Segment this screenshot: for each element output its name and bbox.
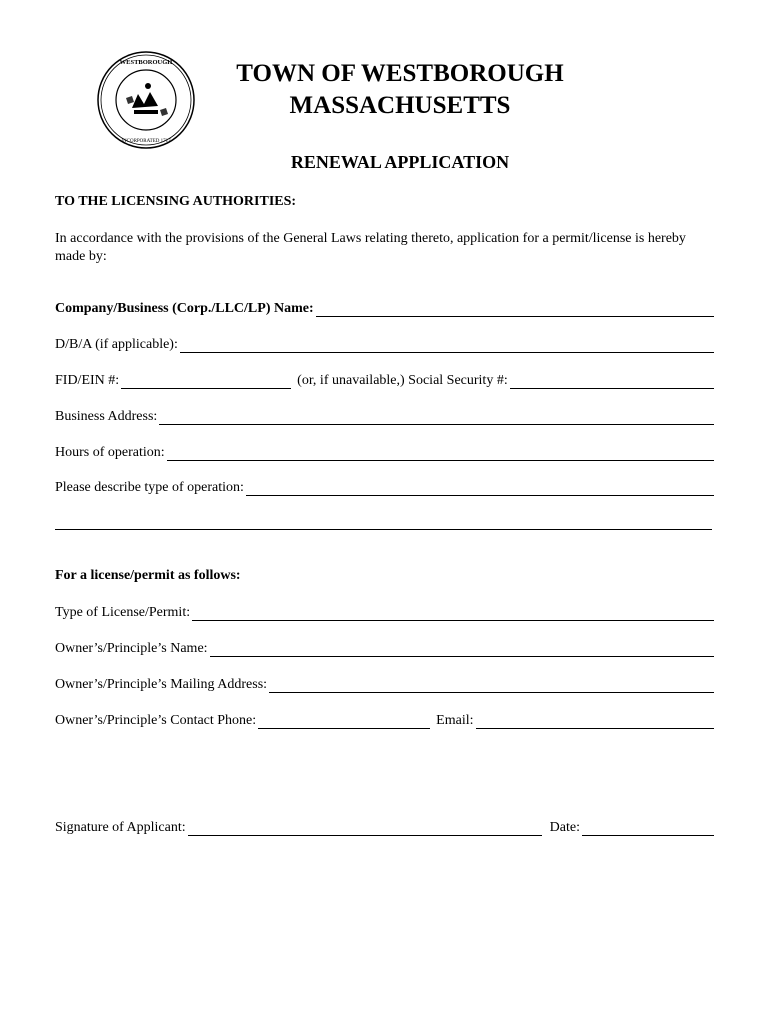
signature-field[interactable] xyxy=(188,821,542,836)
fid-label: FID/EIN #: xyxy=(55,373,120,388)
svg-text:INCORPORATED 1717: INCORPORATED 1717 xyxy=(121,139,171,144)
company-name-label: Company/Business (Corp./LLC/LP) Name: xyxy=(55,301,314,316)
owner-name-label: Owner’s/Principle’s Name: xyxy=(55,641,208,656)
addressee: TO THE LICENSING AUTHORITIES: xyxy=(55,194,297,209)
owner-phone-label: Owner’s/Principle’s Contact Phone: xyxy=(55,713,257,728)
title-state: MASSACHUSETTS xyxy=(289,92,511,119)
owner-mailing-label: Owner’s/Principle’s Mailing Address: xyxy=(55,677,268,692)
intro-paragraph: In accordance with the provisions of the General Laws relating thereto, application for a permit/license is hereby made by: xyxy=(55,231,686,264)
company-name-field[interactable] xyxy=(316,302,714,317)
company-name-row xyxy=(55,299,714,317)
dba-label: D/B/A (if applicable): xyxy=(55,337,178,352)
hours-label: Hours of operation: xyxy=(55,445,165,460)
dba-row xyxy=(55,335,714,353)
address-row xyxy=(55,407,714,425)
business-address-label: Business Address: xyxy=(55,409,158,424)
ssn-label: (or, if unavailable,) Social Security #: xyxy=(297,373,508,388)
license-heading: For a license/permit as follows: xyxy=(55,568,241,583)
ssn-field[interactable] xyxy=(510,374,714,389)
email-label: Email: xyxy=(436,713,474,728)
dba-field[interactable] xyxy=(180,338,714,353)
svg-text:WESTBOROUGH: WESTBOROUGH xyxy=(119,59,173,66)
fid-field[interactable] xyxy=(121,374,291,389)
hours-row xyxy=(55,443,714,461)
fid-row xyxy=(55,371,714,389)
describe-label: Please describe type of operation: xyxy=(55,480,244,495)
owner-phone-row xyxy=(55,711,714,729)
owner-name-row xyxy=(55,639,714,657)
license-type-label: Type of License/Permit: xyxy=(55,605,191,620)
describe-field[interactable] xyxy=(246,481,714,496)
signature-label: Signature of Applicant: xyxy=(55,820,186,835)
owner-mailing-row xyxy=(55,675,714,693)
form-title: RENEWAL APPLICATION xyxy=(290,152,510,172)
describe-row xyxy=(55,478,714,496)
license-type-field[interactable] xyxy=(192,606,714,621)
owner-phone-field[interactable] xyxy=(258,714,430,729)
owner-mailing-field[interactable] xyxy=(269,678,714,693)
date-label: Date: xyxy=(549,820,580,835)
business-address-field[interactable] xyxy=(159,410,714,425)
signature-row xyxy=(55,818,714,836)
describe-field-continued[interactable] xyxy=(55,529,712,530)
owner-name-field[interactable] xyxy=(210,642,714,657)
title-town: TOWN OF WESTBOROUGH xyxy=(236,60,564,87)
hours-field[interactable] xyxy=(167,446,714,461)
license-type-row xyxy=(55,603,714,621)
email-field[interactable] xyxy=(476,714,715,729)
town-seal xyxy=(96,50,196,150)
date-field[interactable] xyxy=(582,821,714,836)
